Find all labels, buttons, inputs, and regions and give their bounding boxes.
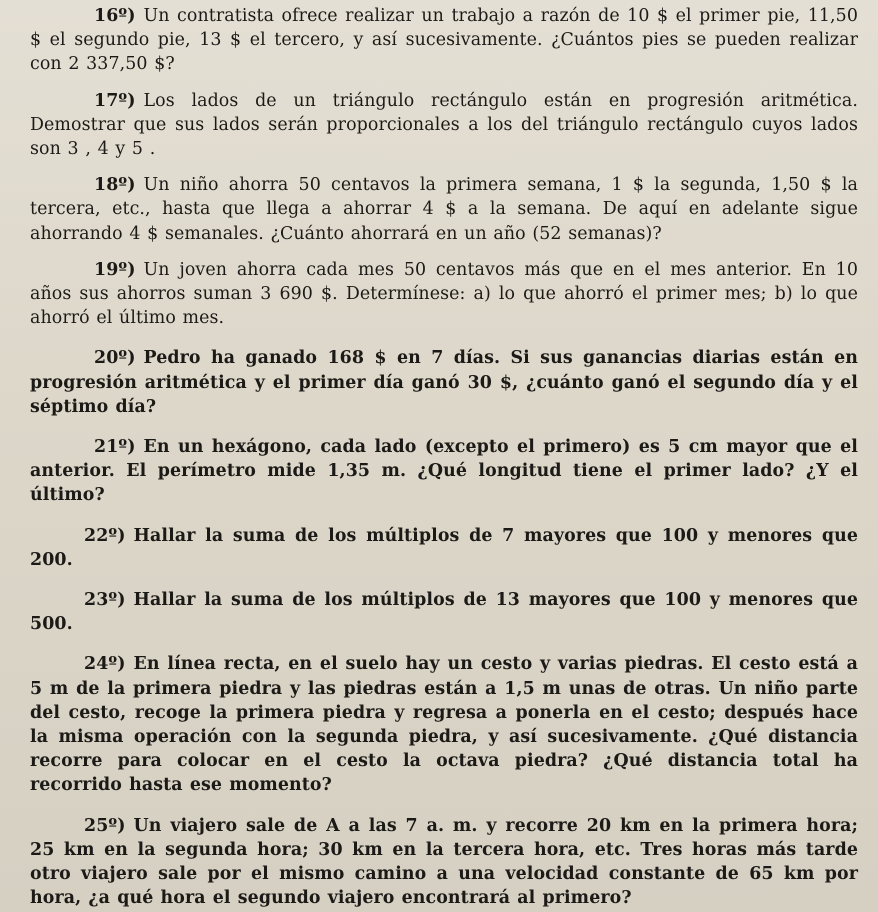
problem-18	[30, 173, 858, 246]
problem-number: 22º)	[84, 525, 126, 546]
problem-text: Un joven ahorra cada mes 50 centavos más que en el mes anterior. En 10 años sus ahorros suman 3 690 $. Determínese: a) lo que ahorró el primer mes; b) lo que ahorró el último mes.	[30, 259, 858, 329]
problem-number: 16º)	[94, 6, 136, 26]
problem-16	[30, 4, 858, 77]
problem-number: 21º)	[94, 437, 136, 458]
problem-number: 20º)	[94, 348, 136, 369]
problem-23	[30, 588, 858, 636]
problem-text: Un contratista ofrece realizar un trabajo a razón de 10 $ el primer pie, 11,50 $ el segundo pie, 13 $ el tercero, y así sucesivamente. ¿Cuántos pies se pueden realizar con 2 337,50 $?	[30, 6, 858, 75]
problem-20	[30, 346, 858, 419]
problem-text: Un niño ahorra 50 centavos la primera semana, 1 $ la segunda, 1,50 $ la tercera, etc., hasta que llega a ahorrar 4 $ a la semana. De aquí en adelante sigue ahorrando 4 $ semanales. ¿Cuánto ahorrará en un año (52 semanas)?	[30, 175, 858, 244]
problem-17	[30, 89, 858, 162]
problem-text: Hallar la suma de los múltiplos de 13 mayores que 100 y menores que 500.	[30, 590, 858, 635]
problem-number: 25º)	[84, 815, 126, 836]
problem-text: En línea recta, en el suelo hay un cesto y varias piedras. El cesto está a 5 m de la primera piedra y las piedras están a 1,5 m unas de otras. Un niño parte del cesto, recoge la primera piedra y regresa a ponerla en el cesto; después hace la misma operación con la segunda piedra, y así sucesivamente. ¿Qué distancia recorre para colocar en el cesto la octava piedra? ¿Qué distancia total ha recorrido hasta ese momento?	[30, 654, 858, 796]
problem-text: En un hexágono, cada lado (excepto el primero) es 5 cm mayor que el anterior. El perímetro mide 1,35 m. ¿Qué longitud tiene el primer lado? ¿Y el último?	[30, 437, 858, 506]
problem-text: Los lados de un triángulo rectángulo están en progresión aritmética. Demostrar que sus lados serán proporcionales a los del triángulo rectángulo cuyos lados son 3 , 4 y 5 .	[30, 90, 858, 160]
problem-number: 17º)	[94, 90, 136, 111]
problem-number: 23º)	[84, 590, 126, 611]
problem-number: 18º)	[94, 175, 136, 196]
problem-text: Hallar la suma de los múltiplos de 7 mayores que 100 y menores que 200.	[30, 525, 858, 570]
problem-number: 19º)	[94, 259, 136, 280]
problem-number: 24º)	[84, 654, 126, 675]
problem-21	[30, 435, 858, 508]
problem-24	[30, 652, 858, 797]
problem-text: Un viajero sale de A a las 7 a. m. y recorre 20 km en la primera hora; 25 km en la segunda hora; 30 km en la tercera hora, etc. Tres horas más tarde otro viajero sale por el mismo camino a una velocidad constante de 65 km por hora, ¿a qué hora el segundo viajero encontrará al primero?	[30, 815, 858, 909]
problem-19	[30, 258, 858, 331]
problem-text: Pedro ha ganado 168 $ en 7 días. Si sus ganancias diarias están en progresión aritmética y el primer día ganó 30 $, ¿cuánto ganó el segundo día y el séptimo día?	[30, 348, 858, 417]
problem-22	[30, 524, 858, 572]
problem-25	[30, 814, 858, 911]
